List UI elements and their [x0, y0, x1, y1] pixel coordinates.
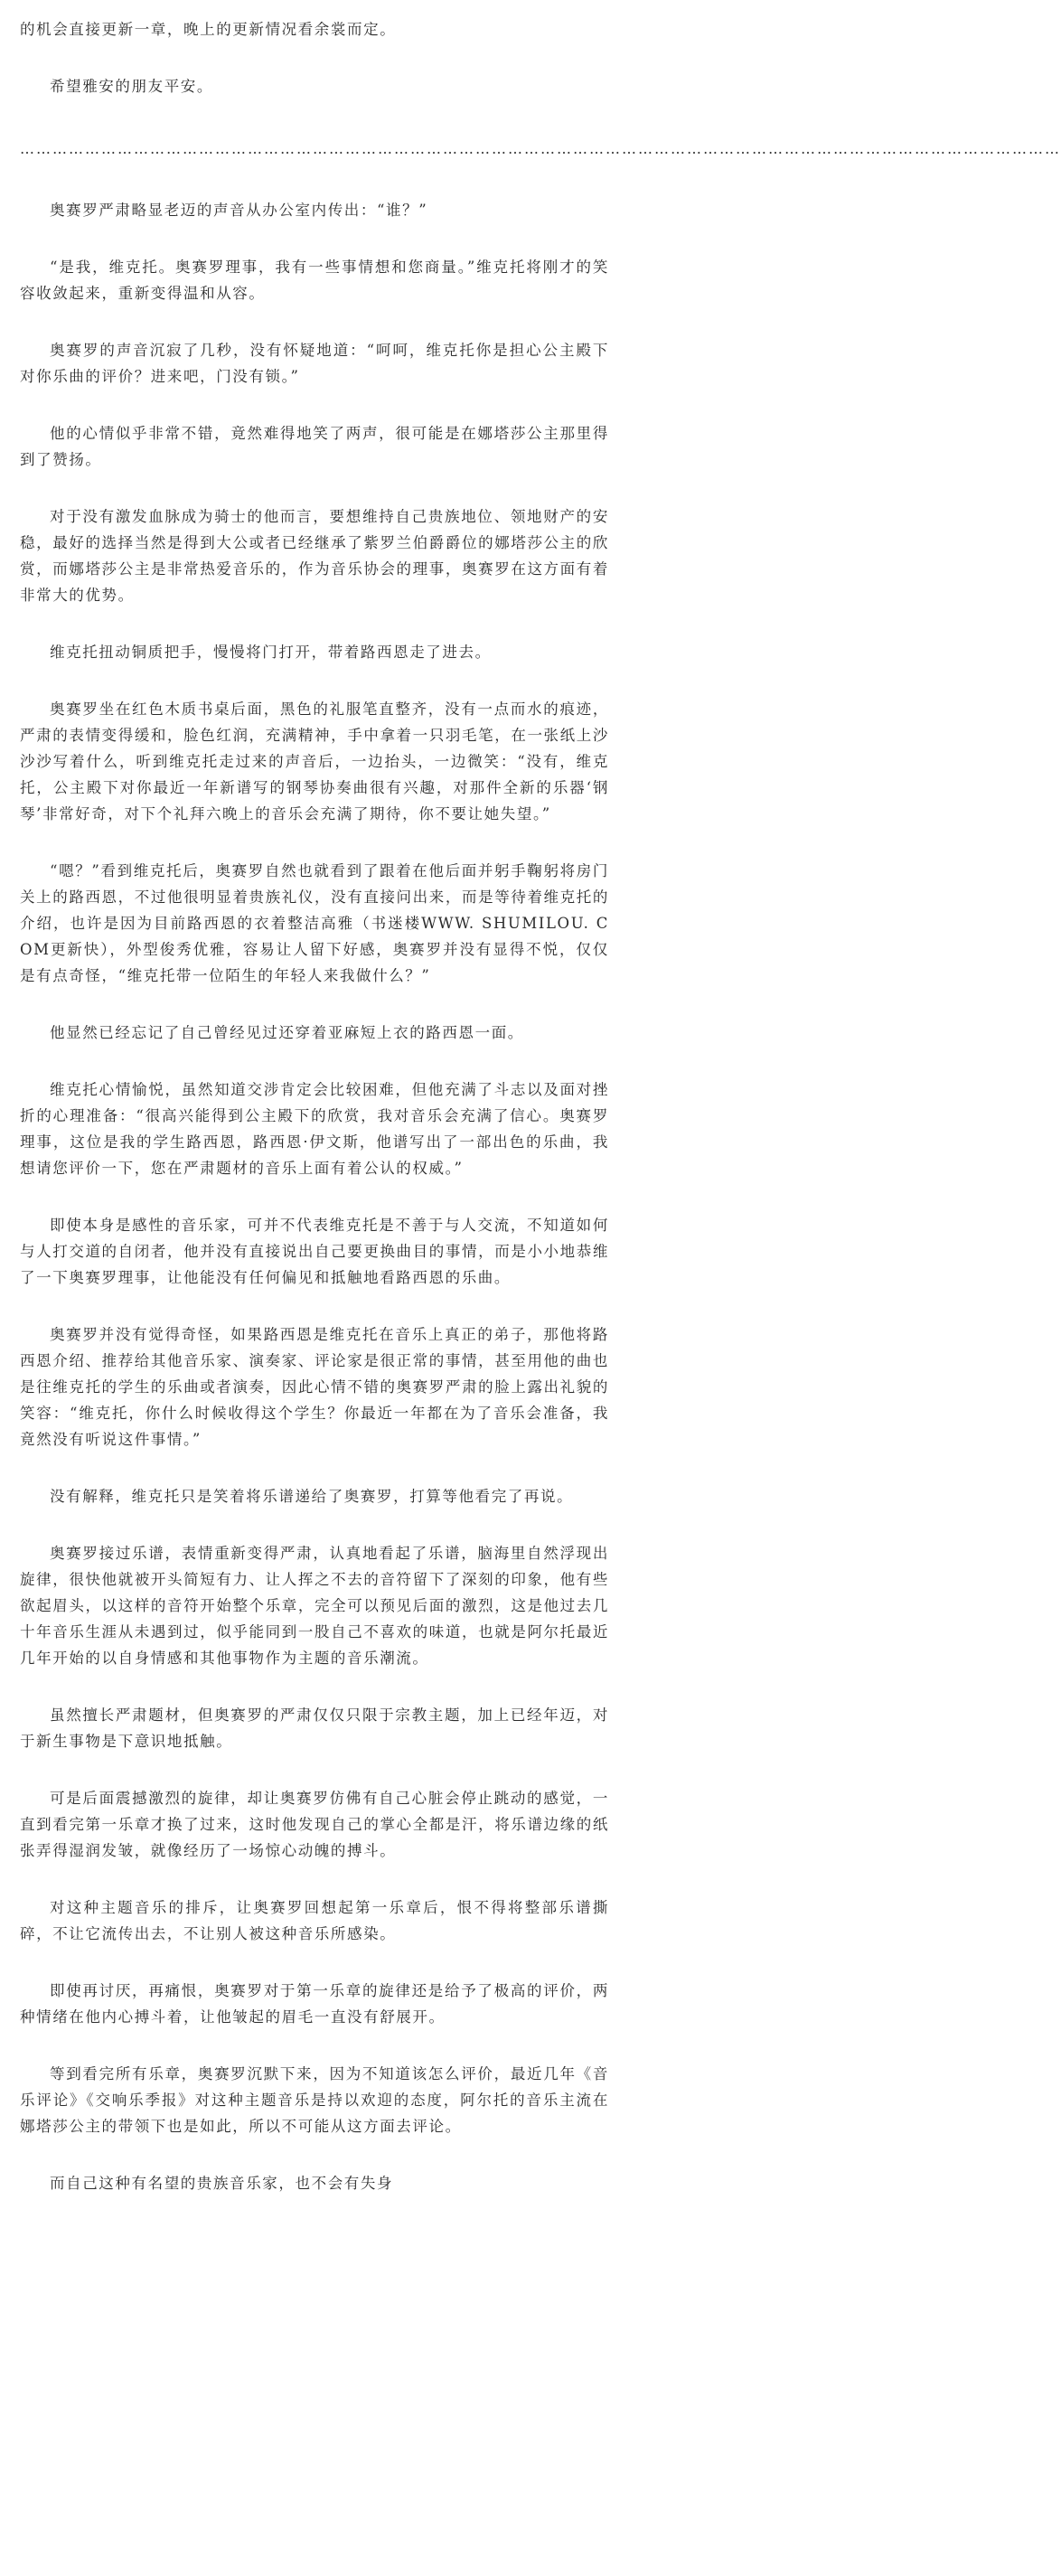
paragraph: 奥赛罗坐在红色木质书桌后面，黑色的礼服笔直整齐，没有一点而水的痕迹，严肃的表情变得缓和，脸色红润，充满精神，手中拿着一只羽毛笔，在一张纸上沙沙沙写着什么，听到维克托走过来的声音后，一边抬头，一边微笑：“没有，维克托，公主殿下对你最近一年新谱写的钢琴协奏曲很有兴趣，对那件全新的乐器‘钢琴’非常好奇，对下个礼拜六晚上的音乐会充满了期待，你不要让她失望。” [20, 700, 609, 823]
paragraph: 等到看完所有乐章，奥赛罗沉默下来，因为不知道该怎么评价，最近几年《音乐评论》《交响乐季报》对这种主题音乐是持以欢迎的态度，阿尔托的音乐主流在娜塔莎公主的带领下也是如此，所以不可能从这方面去评论。 [20, 2065, 609, 2135]
paragraph: 对这种主题音乐的排斥，让奥赛罗回想起第一乐章后，恨不得将整部乐谱撕碎，不让它流传出去，不让别人被这种音乐所感染。 [20, 1899, 609, 1942]
paragraph: 他的心情似乎非常不错，竟然难得地笑了两声，很可能是在娜塔莎公主那里得到了赞扬。 [20, 425, 609, 468]
paragraph-greeting: 希望雅安的朋友平安。 [50, 78, 213, 95]
paragraph: 即使本身是感性的音乐家，可并不代表维克托是不善于与人交流，不知道如何与人打交道的自闭者，他并没有直接说出自己要更换曲目的事情，而是小小地恭维了一下奥赛罗理事，让他能没有任何偏见和抵触地看路西恩的乐曲。 [20, 1217, 609, 1286]
paragraph: 维克托扭动铜质把手，慢慢将门打开，带着路西恩走了进去。 [50, 644, 492, 661]
paragraph: “嗯？”看到维克托后，奥赛罗自然也就看到了跟着在他后面并躬手鞠躬将房门关上的路西恩，不过他很明显着贵族礼仪，没有直接问出来，而是等待着维克托的介绍，也许是因为目前路西恩的衣着整洁高雅（书迷楼WWW. SHUMILOU. COM更新快），外型俊秀优雅，容易让人留下好感，奥赛罗并没有显得不悦，仅仅是有点奇怪，“维克托带一位陌生的年轻人来我做什么？” [20, 862, 609, 984]
paragraph: 维克托心情愉悦，虽然知道交涉肯定会比较困难，但他充满了斗志以及面对挫折的心理准备：“很高兴能得到公主殿下的欣赏，我对音乐会充满了信心。奥赛罗理事，这位是我的学生路西恩，路西恩·伊文斯，他谱写出了一部出色的乐曲，我想请您评价一下，您在严肃题材的音乐上面有着公认的权威。” [20, 1081, 609, 1177]
paragraph: 即使再讨厌，再痛恨，奥赛罗对于第一乐章的旋律还是给予了极高的评价，两种情绪在他内心搏斗着，让他皱起的眉毛一直没有舒展开。 [20, 1982, 609, 2026]
paragraph: 奥赛罗的声音沉寂了几秒，没有怀疑地道：“呵呵，维克托你是担心公主殿下对你乐曲的评价？进来吧，门没有锁。” [20, 342, 609, 385]
paragraph: 对于没有激发血脉成为骑士的他而言，要想维持自己贵族地位、领地财产的安稳，最好的选择当然是得到大公或者已经继承了紫罗兰伯爵爵位的娜塔莎公主的欣赏，而娜塔莎公主是非常热爱音乐的，作为音乐协会的理事，奥赛罗在这方面有着非常大的优势。 [20, 508, 609, 604]
paragraph: 奥赛罗接过乐谱，表情重新变得严肃，认真地看起了乐谱，脑海里自然浮现出旋律，很快他就被开头简短有力、让人挥之不去的音符留下了深刻的印象，他有些欲起眉头，以这样的音符开始整个乐章，完全可以预见后面的激烈，这是他过去几十年音乐生涯从未遇到过，似乎能同到一股自己不喜欢的味道，也就是阿尔托最近几年开始的以自身情感和其他事物作为主题的音乐潮流。 [20, 1545, 609, 1667]
paragraph: 奥赛罗并没有觉得奇怪，如果路西恩是维克托在音乐上真正的弟子，那他将路西恩介绍、推荐给其他音乐家、演奏家、评论家是很正常的事情，甚至用他的曲也是往维克托的学生的乐曲或者演奏，因此心情不错的奥赛罗严肃的脸上露出礼貌的笑容：“维克托，你什么时候收得这个学生？你最近一年都在为了音乐会准备，我竟然没有听说这件事情。” [20, 1326, 609, 1448]
section-divider: ………………………………………………………………………………………………………………………………………………………………………… [20, 140, 1061, 157]
paragraph: 奥赛罗严肃略显老迈的声音从办公室内传出：“谁？” [50, 202, 428, 219]
paragraph-truncated: 而自己这种有名望的贵族音乐家，也不会有失身 [50, 2175, 394, 2192]
paragraph-continuation: 的机会直接更新一章，晚上的更新情况看余裳而定。 [20, 21, 397, 38]
paragraph: 没有解释，维克托只是笑着将乐谱递给了奥赛罗，打算等他看完了再说。 [50, 1488, 574, 1505]
paragraph: 可是后面震撼激烈的旋律，却让奥赛罗仿佛有自己心脏会停止跳动的感觉，一直到看完第一乐章才换了过来，这时他发现自己的掌心全都是汗，将乐谱边缘的纸张弄得湿润发皱，就像经历了一场惊心动魄的搏斗。 [20, 1790, 609, 1859]
paragraph: “是我，维克托。奥赛罗理事，我有一些事情想和您商量。”维克托将刚才的笑容收敛起来，重新变得温和从容。 [20, 259, 609, 302]
paragraph: 虽然擅长严肃题材，但奥赛罗的严肃仅仅只限于宗教主题，加上已经年迈，对于新生事物是下意识地抵触。 [20, 1706, 609, 1750]
paragraph: 他显然已经忘记了自己曾经见过还穿着亚麻短上衣的路西恩一面。 [50, 1024, 524, 1041]
